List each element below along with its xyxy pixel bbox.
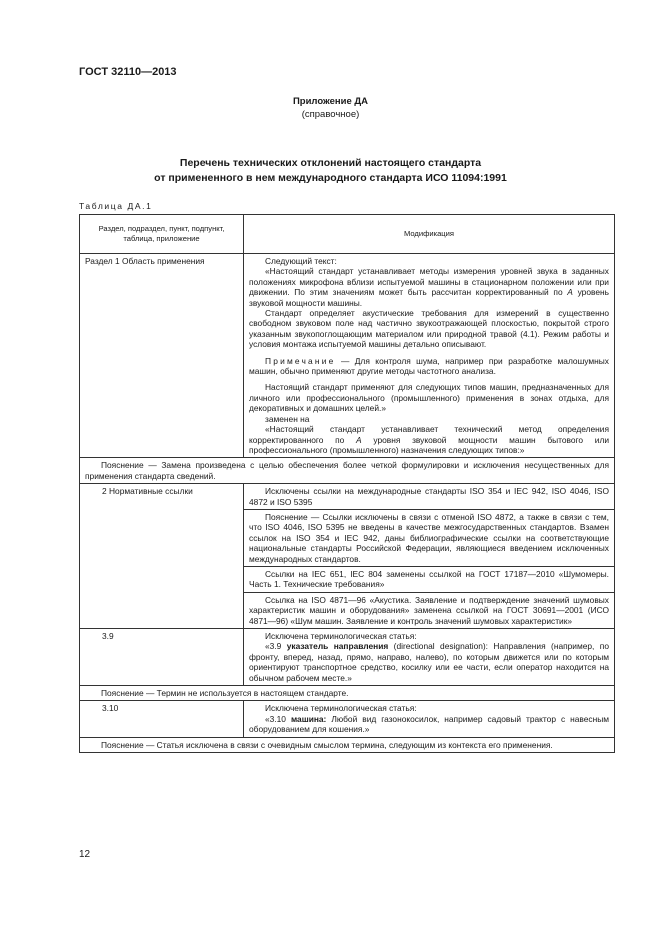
modification-cell — [244, 254, 615, 458]
col1-header: Раздел, подраздел, пункт, подпункт, таблица, приложение — [80, 215, 244, 254]
term-number: «3.10 — [265, 713, 286, 724]
term-paragraph — [249, 641, 609, 683]
explanation-cell — [80, 737, 615, 752]
page-number: 12 — [79, 849, 91, 860]
section-cell: 2 Нормативные ссылки — [80, 484, 244, 629]
section-cell: 3.10 — [80, 701, 244, 737]
table-row — [80, 701, 615, 737]
text-paragraph: Стандарт определяет акустические требования для измерений в существенно свободном звуковом поле над частично звукоотражающей плоскостью, покрытой строго указанным звукопоглощающим материалом или природной травой (4.1). Режим работы и условия монтажа испытуемой машины детально описывают. — [249, 308, 609, 350]
modification-cell — [244, 566, 615, 592]
table-header-row — [80, 215, 615, 254]
italic-letter: A — [356, 434, 362, 445]
annex-name: Приложение ДА — [292, 96, 369, 107]
text-fragment: «Настоящий стандарт устанавливает технический метод определения корректированного по — [249, 424, 609, 445]
term-paragraph — [249, 714, 609, 735]
text-paragraph: Ссылка на ISO 4871—96 «Акустика. Заявление и подтверждение значений шумовых характеристик машин и оборудования» заменена ссылкой на ГОСТ 30691—2001 (ИСО 4871—96) «Шум машин. Заявление и контроль значений шумовых характеристик» — [249, 594, 609, 626]
explanation-cell — [80, 458, 615, 484]
table-row — [80, 484, 615, 510]
text-paragraph — [249, 424, 609, 455]
section-cell: 3.9 — [80, 629, 244, 686]
term-number: «3.9 — [265, 641, 282, 652]
term-name: машина: — [290, 713, 327, 724]
text-fragment: «Настоящий стандарт устанавливает методы измерения уровней звука в заданных положениях микрофона вблизи испытуемой машины в стационарном положении или при движении. По этим значениям может быть рассчитан корректированный по — [249, 266, 609, 298]
text-line: Исключена терминологическая статья: — [265, 631, 417, 641]
text-line: Исключена терминологическая статья: — [265, 703, 417, 714]
deviations-table — [79, 214, 615, 753]
text-fragment: уровня звуковой мощности машин бытового или профессионального (промышленного) назначения следующих типов:» — [249, 434, 610, 455]
annex-title — [0, 95, 661, 121]
note-text: — Для контроля шума, например при разработке малошумных машин, обычно применяют другие методы частотного анализа. — [249, 355, 609, 377]
table-row — [80, 629, 615, 686]
table-row — [80, 737, 615, 752]
text-paragraph: Ссылки на IEC 651, IEC 804 заменены ссылкой на ГОСТ 17187—2010 «Шумомеры. Часть 1. Технические требования» — [249, 568, 609, 590]
note-paragraph — [249, 356, 609, 377]
modification-cell — [244, 484, 615, 510]
document-title-line2: от примененного в нем международного стандарта ИСО 11094:1991 — [154, 172, 507, 184]
text-line: заменен на — [265, 413, 310, 424]
standard-header: ГОСТ 32110—2013 — [79, 66, 177, 78]
note-label: Примечание — [265, 355, 336, 366]
text-fragment: уровень звуковой мощности машины. — [249, 287, 609, 308]
col2-header: Модификация — [244, 215, 615, 254]
text-paragraph: Настоящий стандарт применяют для следующих типов машин, предназначенных для личного или профессионального (промышленного) применения в зонах отдыха, для декоративных и домашних целей.» — [249, 382, 609, 414]
term-definition: (directional designation): Направления (например, по фронту, вперед, назад, прямо, направо, налево), по которым движется или по которым ориентируют транспортное средство, косилку или ее части, если оператор находится на обычном рабочем месте.» — [249, 641, 609, 683]
explanation-text: Пояснение — Замена произведена с целью обеспечения более четкой формулировки и исключения несущественных для применения стандарта сведений. — [85, 460, 609, 481]
section-cell: Раздел 1 Область применения — [80, 254, 244, 458]
document-title — [0, 156, 661, 186]
modification-cell — [244, 509, 615, 566]
text-line: Следующий текст: — [265, 256, 337, 266]
explanation-text: Пояснение — Термин не используется в настоящем стандарте. — [101, 688, 349, 699]
text-paragraph — [249, 266, 609, 308]
explanation-text: Пояснение — Статья исключена в связи с очевидным смыслом термина, следующим из контекста его применения. — [101, 739, 553, 750]
term-definition: Любой вид газонокосилок, например садовый трактор с навесным оборудованием для кошения.» — [249, 713, 610, 735]
table-row — [80, 458, 615, 484]
modification-cell — [244, 701, 615, 737]
italic-letter: A — [567, 287, 573, 298]
table-row — [80, 686, 615, 701]
text-paragraph: Пояснение — Ссылки исключены в связи с отменой ISO 4872, а также в связи с тем, что ISO 4046, ISO 5395 не введены в качестве межгосударственных стандартов. Взамен ссылок на ISO 354 и IEC 942, даны библиографические ссылки на соответствующие национальные стандарты Российской Федерации, являющиеся введением исключенных международных стандартов. — [249, 511, 609, 564]
annex-subtitle: (справочное) — [301, 109, 360, 120]
table-label: Таблица ДА.1 — [79, 201, 153, 211]
term-name: указатель направления — [286, 641, 389, 652]
modification-cell — [244, 629, 615, 686]
table-row — [80, 254, 615, 458]
explanation-cell — [80, 686, 615, 701]
modification-cell — [244, 592, 615, 628]
document-title-line1: Перечень технических отклонений настоящего стандарта — [179, 157, 482, 169]
text-paragraph: Исключены ссылки на международные стандарты ISO 354 и IEC 942, ISO 4046, ISO 4872 и ISO 5395 — [249, 486, 609, 507]
